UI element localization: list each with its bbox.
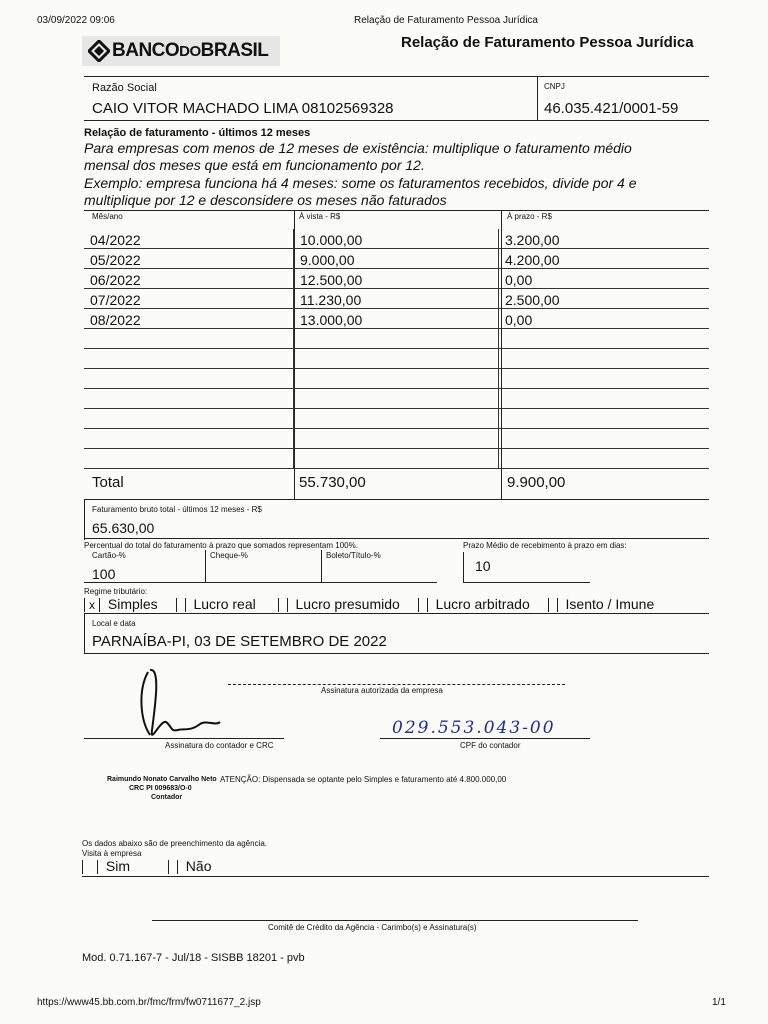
visit-options bbox=[82, 858, 211, 874]
regime-option-simples: Simples bbox=[107, 596, 158, 612]
print-datetime: 03/09/2022 09:06 bbox=[37, 15, 115, 26]
prazo-label: Prazo Médio de recebimento à prazo em dias: bbox=[463, 541, 627, 550]
cell-cash bbox=[294, 329, 499, 349]
col-header-month: Mês/ano bbox=[92, 212, 123, 221]
regime-option-lucro-real: Lucro real bbox=[193, 596, 256, 612]
cell-cash: 11.230,00 bbox=[294, 289, 499, 309]
cpf-handwritten: 029.553.043-00 bbox=[392, 718, 556, 738]
table-row bbox=[84, 229, 709, 249]
cell-cash: 12.500,00 bbox=[294, 269, 499, 289]
cell-credit bbox=[499, 389, 710, 409]
boleto-label: Boleto/Título-% bbox=[326, 551, 381, 560]
razao-social-label: Razão Social bbox=[92, 82, 157, 94]
total-credit: 9.900,00 bbox=[507, 474, 566, 491]
visit-yes: Sim bbox=[105, 858, 131, 874]
cell-credit bbox=[499, 329, 710, 349]
table-row bbox=[84, 409, 709, 429]
cell-cash: 13.000,00 bbox=[294, 309, 499, 329]
committee-label: Comitê de Crédito da Agência - Carimbo(s) e Assinatura(s) bbox=[268, 923, 477, 932]
cell-month bbox=[84, 349, 294, 369]
total-label: Total bbox=[92, 474, 124, 491]
col-header-cash: À vista - R$ bbox=[299, 212, 341, 221]
banco-do-brasil-logo bbox=[82, 36, 280, 66]
table-row bbox=[84, 369, 709, 389]
percent-label: Percentual do total do faturamento à prazo que somados representam 100%. bbox=[84, 541, 358, 550]
cell-month: 08/2022 bbox=[84, 309, 294, 329]
cell-cash bbox=[294, 369, 499, 389]
cell-month: 05/2022 bbox=[84, 249, 294, 269]
table-row bbox=[84, 289, 709, 309]
table-row bbox=[84, 269, 709, 289]
cell-credit bbox=[499, 349, 710, 369]
billing-table bbox=[84, 229, 709, 469]
table-row bbox=[84, 389, 709, 409]
cell-credit bbox=[499, 369, 710, 389]
form-title: Relação de Faturamento Pessoa Jurídica bbox=[401, 34, 694, 51]
table-row bbox=[84, 349, 709, 369]
cell-cash bbox=[294, 409, 499, 429]
cell-cash bbox=[294, 349, 499, 369]
cell-cash bbox=[294, 429, 499, 449]
instructions-line-3: Exemplo: empresa funciona há 4 meses: some os faturamentos recebidos, divide por 4 e bbox=[84, 175, 637, 191]
table-row bbox=[84, 329, 709, 349]
regime-option-isento: Isento / Imune bbox=[565, 596, 655, 612]
regime-check-mark: x bbox=[89, 598, 95, 612]
print-page-title: Relação de Faturamento Pessoa Jurídica bbox=[354, 15, 538, 26]
cell-credit: 3.200,00 bbox=[499, 229, 710, 249]
cell-month: 04/2022 bbox=[84, 229, 294, 249]
page-number: 1/1 bbox=[712, 997, 726, 1008]
cpf-label: CPF do contador bbox=[460, 741, 521, 750]
cell-cash: 10.000,00 bbox=[294, 229, 499, 249]
source-url[interactable]: https://www45.bb.com.br/fmc/frm/fw0711677_2.jsp bbox=[37, 997, 261, 1008]
cnpj-value: 46.035.421/0001-59 bbox=[544, 100, 679, 117]
place-value: PARNAÍBA-PI, 03 DE SETEMBRO DE 2022 bbox=[92, 633, 387, 650]
stamp-crc: CRC PI 009683/O-0 bbox=[129, 785, 192, 792]
razao-social-value: CAIO VITOR MACHADO LIMA 08102569328 bbox=[92, 100, 394, 117]
cell-month: 07/2022 bbox=[84, 289, 294, 309]
cell-month bbox=[84, 389, 294, 409]
table-row bbox=[84, 449, 709, 469]
cell-credit: 0,00 bbox=[499, 269, 710, 289]
regime-options bbox=[84, 596, 654, 612]
place-label: Local e data bbox=[92, 619, 136, 628]
instructions-heading: Relação de faturamento - últimos 12 meses bbox=[84, 127, 311, 139]
visit-no: Não bbox=[185, 858, 212, 874]
prazo-value: 10 bbox=[475, 558, 491, 574]
regime-option-lucro-arbitrado: Lucro arbitrado bbox=[435, 596, 530, 612]
form-model: Mod. 0.71.167-7 - Jul/18 - SISBB 18201 - pvb bbox=[82, 952, 305, 964]
gross-value: 65.630,00 bbox=[92, 520, 155, 536]
regime-option-lucro-presumido: Lucro presumido bbox=[295, 596, 400, 612]
cell-month bbox=[84, 429, 294, 449]
cell-month bbox=[84, 369, 294, 389]
visit-label: Visita à empresa bbox=[82, 849, 142, 858]
cnpj-label: CNPJ bbox=[544, 82, 565, 91]
cheque-label: Cheque-% bbox=[210, 551, 248, 560]
logo-wordmark: BANCODOBRASIL bbox=[112, 40, 269, 61]
instructions-line-2: mensal dos meses que está em funcionamento por 12. bbox=[84, 157, 425, 173]
cell-credit bbox=[499, 429, 710, 449]
accountant-stamp bbox=[107, 775, 217, 802]
gross-label: Faturamento bruto total - últimos 12 meses - R$ bbox=[92, 505, 262, 514]
cell-month: 06/2022 bbox=[84, 269, 294, 289]
cell-credit: 2.500,00 bbox=[499, 289, 710, 309]
company-signature-label: Assinatura autorizada da empresa bbox=[321, 686, 443, 695]
agency-note: Os dados abaixo são de preenchimento da agência. bbox=[82, 839, 268, 848]
col-header-credit: À prazo - R$ bbox=[507, 212, 552, 221]
regime-label: Regime tributário: bbox=[84, 587, 148, 596]
cell-credit: 0,00 bbox=[499, 309, 710, 329]
attention-notice: ATENÇÃO: Dispensada se optante pelo Simples e faturamento até 4.800.000,00 bbox=[220, 775, 507, 784]
cell-credit bbox=[499, 409, 710, 429]
cell-credit bbox=[499, 449, 710, 469]
bb-symbol-icon bbox=[88, 40, 110, 62]
cell-month bbox=[84, 449, 294, 469]
cell-cash: 9.000,00 bbox=[294, 249, 499, 269]
card-value: 100 bbox=[92, 566, 116, 582]
instructions-line-4: multiplique por 12 e desconsidere os meses não faturados bbox=[84, 192, 447, 208]
accountant-signature-label: Assinatura do contador e CRC bbox=[165, 741, 274, 750]
cell-month bbox=[84, 409, 294, 429]
table-row bbox=[84, 249, 709, 269]
total-cash: 55.730,00 bbox=[299, 474, 366, 491]
stamp-title: Contador bbox=[151, 794, 183, 801]
cell-cash bbox=[294, 449, 499, 469]
cell-month bbox=[84, 329, 294, 349]
cell-credit: 4.200,00 bbox=[499, 249, 710, 269]
cell-cash bbox=[294, 389, 499, 409]
instructions-line-1: Para empresas com menos de 12 meses de existência: multiplique o faturamento médio bbox=[84, 140, 632, 156]
stamp-name: Raimundo Nonato Carvalho Neto bbox=[107, 776, 217, 783]
card-label: Cartão-% bbox=[92, 551, 126, 560]
table-row bbox=[84, 429, 709, 449]
table-row bbox=[84, 309, 709, 329]
